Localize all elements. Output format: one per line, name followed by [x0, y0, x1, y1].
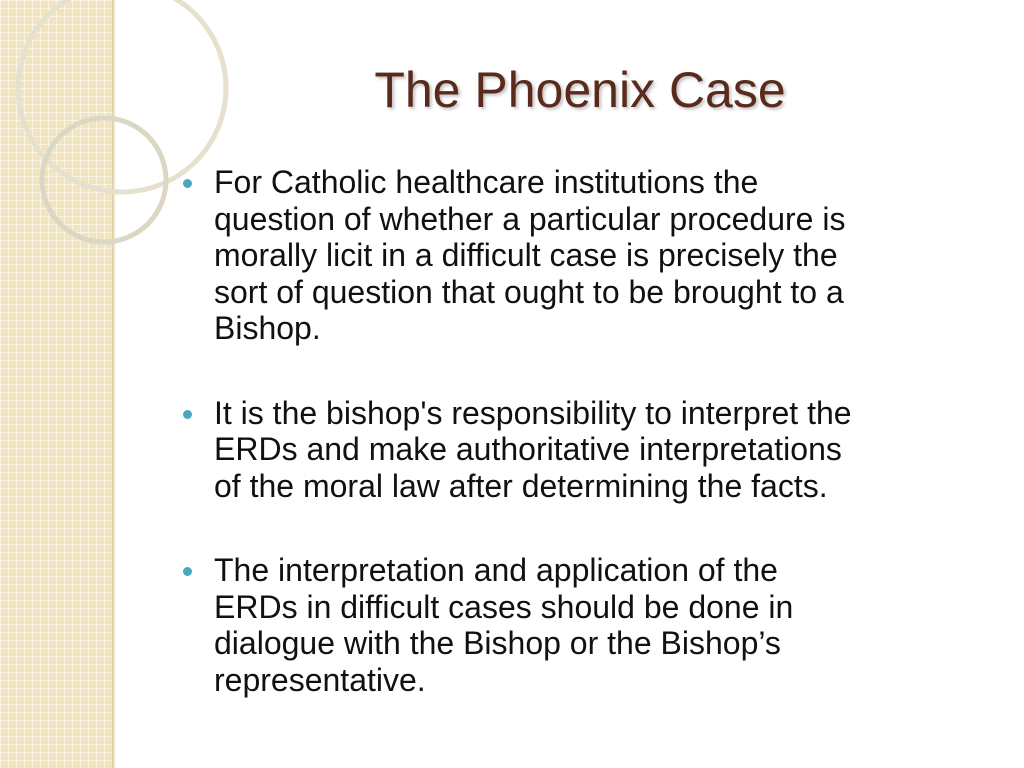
- decorative-rings: [0, 0, 200, 320]
- bullet-text: For Catholic healthcare institutions the question of whether a particular procedure is morally licit in a difficult case is precisely the sort of question that ought to be brought to a Bishop.: [214, 164, 846, 346]
- bullet-text: The interpretation and application of the ERDs in difficult cases should be done in dialogue with the Bishop or the Bishop’s representative.: [214, 552, 794, 698]
- bullet-marker-icon: [183, 179, 192, 188]
- slide-title: The Phoenix Case: [374, 62, 786, 118]
- bullet-marker-icon: [183, 567, 192, 576]
- bullet-list: [178, 164, 998, 698]
- bullet-text: It is the bishop's responsibility to interpret the ERDs and make authoritative interpretations of the moral law after determining the facts.: [214, 394, 852, 504]
- bullet-item: [178, 552, 998, 698]
- bullet-marker-icon: [183, 410, 192, 419]
- bullet-item: [178, 395, 998, 505]
- bullet-item: [178, 164, 998, 347]
- decorative-ring-small: [42, 118, 166, 242]
